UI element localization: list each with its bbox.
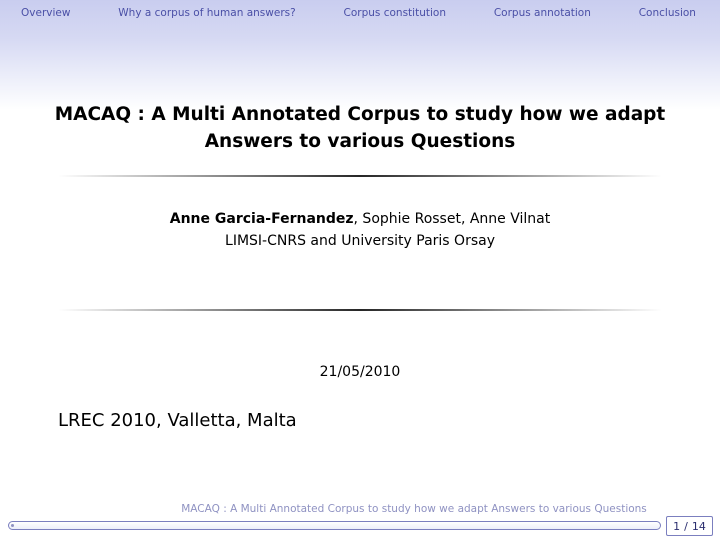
- page-separator: /: [684, 519, 688, 533]
- section-navigation: [0, 0, 720, 26]
- slide-title: [40, 101, 680, 155]
- page-total: 14: [691, 519, 706, 533]
- footer-short-title: MACAQ : A Multi Annotated Corpus to study how we adapt Answers to various Questions: [181, 503, 647, 515]
- slide-title-line-2: Answers to various Questions: [204, 131, 516, 152]
- co-authors: , Sophie Rosset, Anne Vilnat: [353, 211, 551, 227]
- page-counter: [666, 516, 713, 536]
- progress-bar: [8, 521, 661, 530]
- author-list: [40, 208, 680, 230]
- nav-item-corpus-annotation[interactable]: Corpus annotation: [493, 7, 591, 19]
- top-divider: [58, 175, 662, 177]
- nav-item-conclusion[interactable]: Conclusion: [638, 7, 696, 19]
- slide-title-line-1: MACAQ : A Multi Annotated Corpus to study how we adapt: [54, 104, 666, 125]
- page-current: 1: [673, 519, 681, 533]
- nav-item-why-corpus[interactable]: Why a corpus of human answers?: [118, 7, 296, 19]
- affiliation: LIMSI-CNRS and University Paris Orsay: [225, 233, 495, 249]
- nav-item-corpus-constitution[interactable]: Corpus constitution: [343, 7, 446, 19]
- presentation-date: 21/05/2010: [319, 364, 401, 380]
- nav-item-overview[interactable]: Overview: [21, 7, 71, 19]
- author-block: [40, 208, 680, 252]
- conference-venue: LREC 2010, Valletta, Malta: [58, 410, 297, 431]
- bottom-divider: [58, 309, 662, 311]
- first-author: Anne Garcia-Fernandez: [169, 211, 354, 227]
